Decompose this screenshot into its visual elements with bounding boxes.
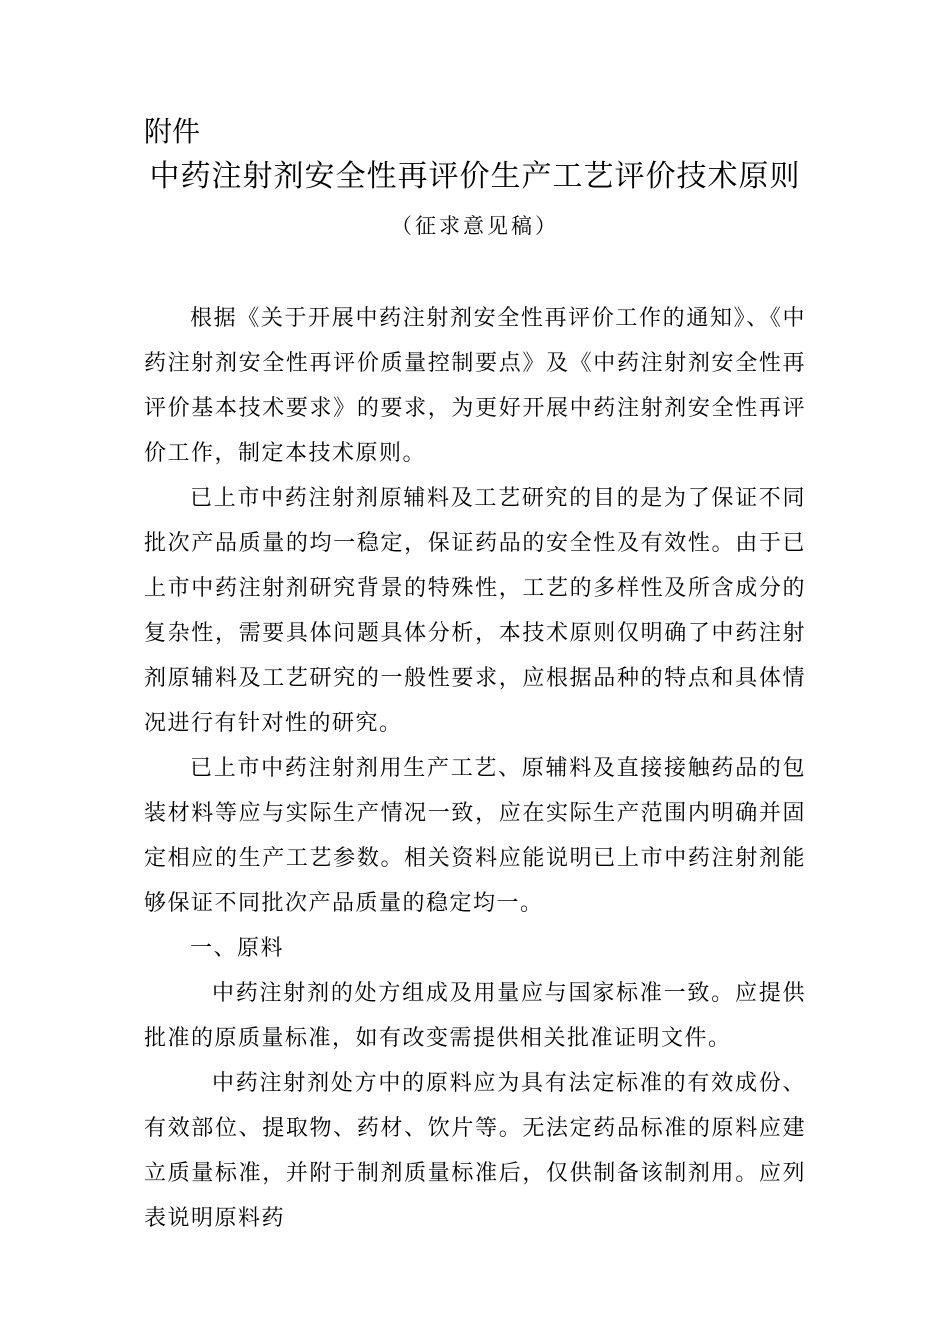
paragraph: 根据《关于开展中药注射剂安全性再评价工作的通知》、《中药注射剂安全性再评价质量控制要点》及《中药注射剂安全性再评价基本技术要求》的要求，为更好开展中药注射剂安全性再评价工作，制定本技术原则。: [144, 306, 806, 466]
paragraph: 已上市中药注射剂原辅料及工艺研究的目的是为了保证不同批次产品质量的均一稳定，保证药品的安全性及有效性。由于已上市中药注射剂研究背景的特殊性，工艺的多样性及所含成分的复杂性，需要具体问题具体分析，本技术原则仅明确了中药注射剂原辅料及工艺研究的一般性要求，应根据品种的特点和具体情况进行有针对性的研究。: [144, 486, 806, 736]
paragraph: 中药注射剂的处方组成及用量应与国家标准一致。应提供批准的原质量标准，如有改变需提供相关批准证明文件。: [144, 981, 806, 1051]
document-body: [144, 296, 806, 1241]
paragraph: 已上市中药注射剂用生产工艺、原辅料及直接接触药品的包装材料等应与实际生产情况一致，应在实际生产范围内明确并固定相应的生产工艺参数。相关资料应能说明已上市中药注射剂能够保证不同批次产品质量的稳定均一。: [144, 756, 806, 916]
paragraph: 中药注射剂处方中的原料应为具有法定标准的有效成份、有效部位、提取物、药材、饮片等。无法定药品标准的原料应建立质量标准，并附于制剂质量标准后，仅供制备该制剂用。应列表说明原料药: [144, 1071, 806, 1231]
document-title: 中药注射剂安全性再评价生产工艺评价技术原则: [149, 159, 801, 194]
section-heading: 一、原料: [190, 936, 285, 961]
attachment-label: 附件: [144, 115, 201, 148]
document-subtitle: （征求意见稿）: [391, 214, 559, 238]
